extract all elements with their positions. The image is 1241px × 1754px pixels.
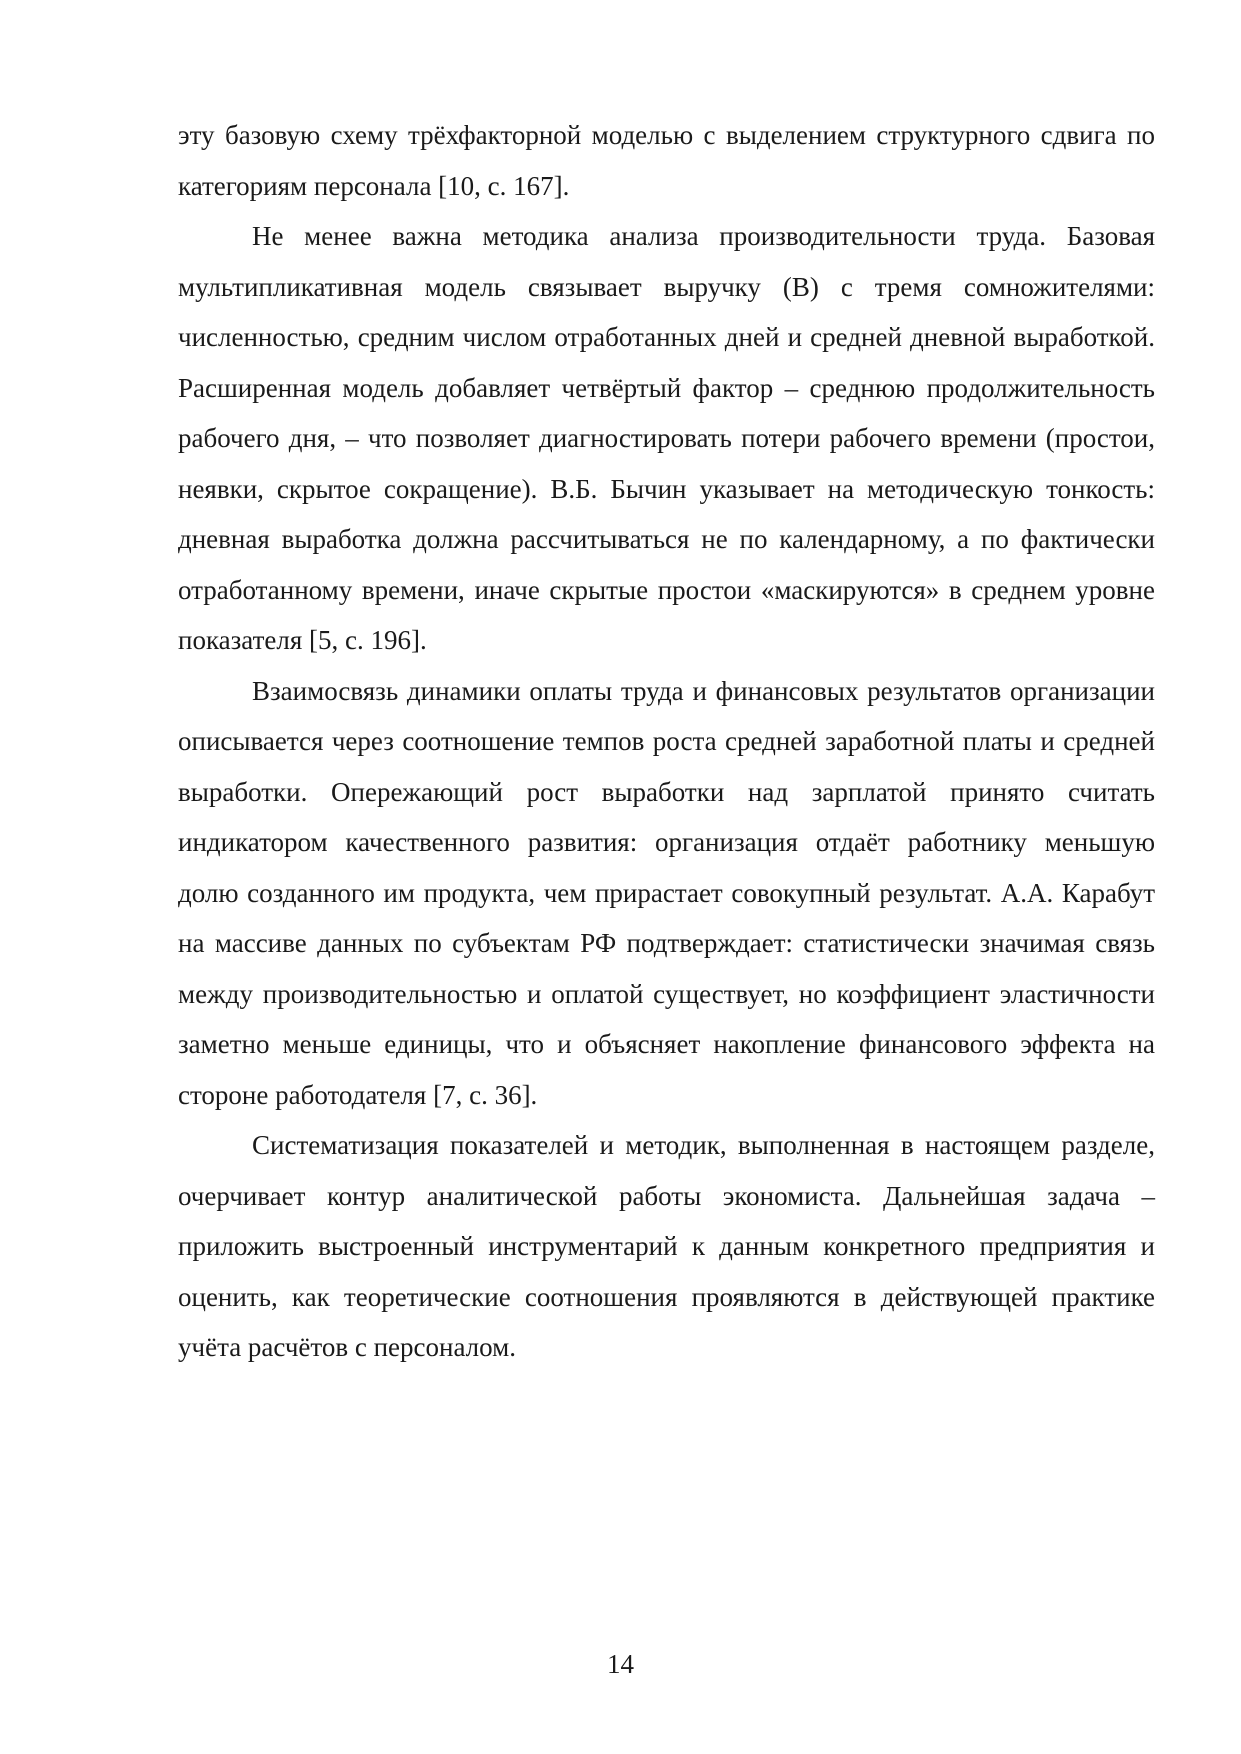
paragraph-continued: эту базовую схему трёхфакторной моделью с выделением структурного сдвига по категориям персонала [10, с. 167].: [178, 120, 1155, 201]
paragraph-labor-productivity: Не менее важна методика анализа производительности труда. Базовая мультипликативная модель связывает выручку (В) с тремя сомножителями: численностью, средним числом отработанных дней и средней дневной выработкой. Расширенная модель добавляет четвёртый фактор – среднюю продолжительность рабочего дня, – что позволяет диагностировать потери рабочего времени (простои, неявки, скрытое сокращение). В.Б. Бычин указывает на методическую тонкость: дневная выработка должна рассчитываться не по календарному, а по фактически отработанному времени, иначе скрытые простои «маскируются» в среднем уровне показателя [5, с. 196].: [178, 221, 1155, 655]
page-number: 14: [607, 1649, 634, 1679]
paragraph-conclusion: Систематизация показателей и методик, выполненная в настоящем разделе, очерчивает контур аналитической работы экономиста. Дальнейшая задача – приложить выстроенный инструментарий к данным конкретного предприятия и оценить, как теоретические соотношения проявляются в действующей практике учёта расчётов с персоналом.: [178, 1130, 1155, 1362]
paragraph-wage-dynamics: Взаимосвязь динамики оплаты труда и финансовых результатов организации описывается через соотношение темпов роста средней заработной платы и средней выработки. Опережающий рост выработки над зарплатой принято считать индикатором качественного развития: организация отдаёт работнику меньшую долю созданного им продукта, чем прирастает совокупный результат. А.А. Карабут на массиве данных по субъектам РФ подтверждает: статистически значимая связь между производительностью и оплатой существует, но коэффициент эластичности заметно меньше единицы, что и объясняет накопление финансового эффекта на стороне работодателя [7, с. 36].: [178, 675, 1155, 1110]
document-body: [178, 110, 1155, 1373]
